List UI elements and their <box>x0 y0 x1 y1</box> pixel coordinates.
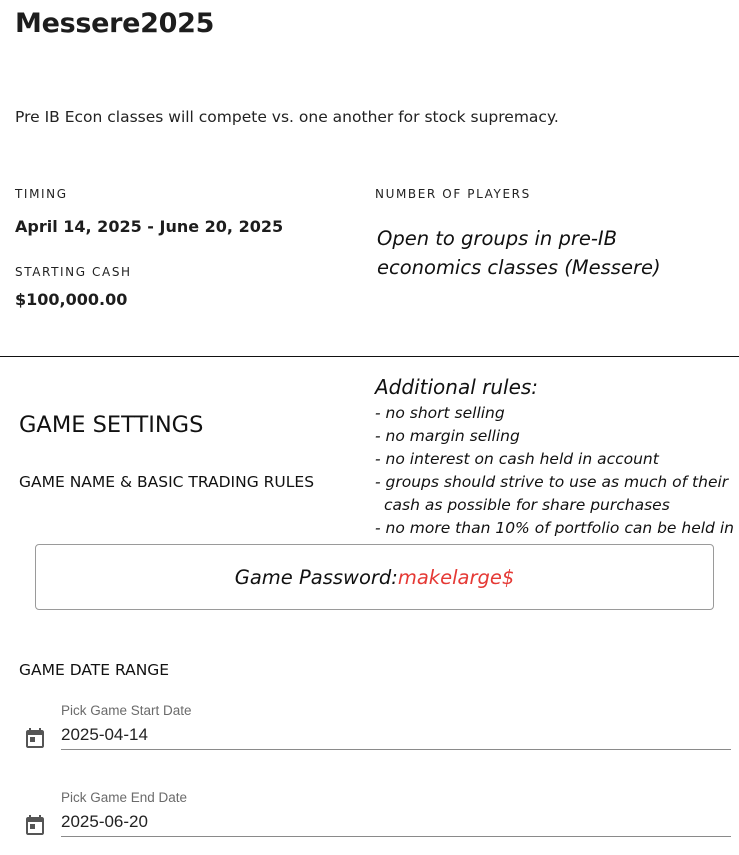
additional-rules-title: Additional rules: <box>375 375 539 399</box>
rule-item: - no interest on cash held in account <box>375 448 735 471</box>
end-date-input[interactable] <box>61 808 731 837</box>
calendar-icon[interactable] <box>23 814 47 838</box>
game-settings-heading: GAME SETTINGS <box>19 412 204 438</box>
timing-value: April 14, 2025 - June 20, 2025 <box>15 217 284 236</box>
rule-item: - groups should strive to use as much of their cash as possible for share purchases <box>375 471 735 517</box>
game-password-box <box>35 544 714 610</box>
end-date-label: Pick Game End Date <box>61 790 188 805</box>
additional-rules-list <box>375 402 735 563</box>
page-title: Messere2025 <box>15 8 215 39</box>
timing-label: TIMING <box>15 187 68 201</box>
game-description: Pre IB Econ classes will compete vs. one another for stock supremacy. <box>15 108 559 126</box>
start-date-input[interactable] <box>61 721 731 750</box>
section-divider <box>0 356 739 357</box>
start-date-field[interactable] <box>20 703 732 767</box>
date-range-heading: GAME DATE RANGE <box>19 661 170 679</box>
rule-item: - no margin selling <box>375 425 735 448</box>
rule-item: - no short selling <box>375 402 735 425</box>
rule-item: - no more than 10% of portfolio can be held in <box>375 517 735 563</box>
end-date-field[interactable] <box>20 790 732 854</box>
basic-rules-heading: GAME NAME & BASIC TRADING RULES <box>19 473 315 491</box>
calendar-icon[interactable] <box>23 727 47 751</box>
players-label: NUMBER OF PLAYERS <box>375 187 531 201</box>
starting-cash-label: STARTING CASH <box>15 265 132 279</box>
password-label: Game Password: <box>234 565 398 589</box>
starting-cash-value: $100,000.00 <box>15 290 128 309</box>
password-value: makelarge$ <box>397 565 515 589</box>
players-value: Open to groups in pre-IB economics classes (Messere) <box>377 227 661 279</box>
start-date-label: Pick Game Start Date <box>61 703 192 718</box>
